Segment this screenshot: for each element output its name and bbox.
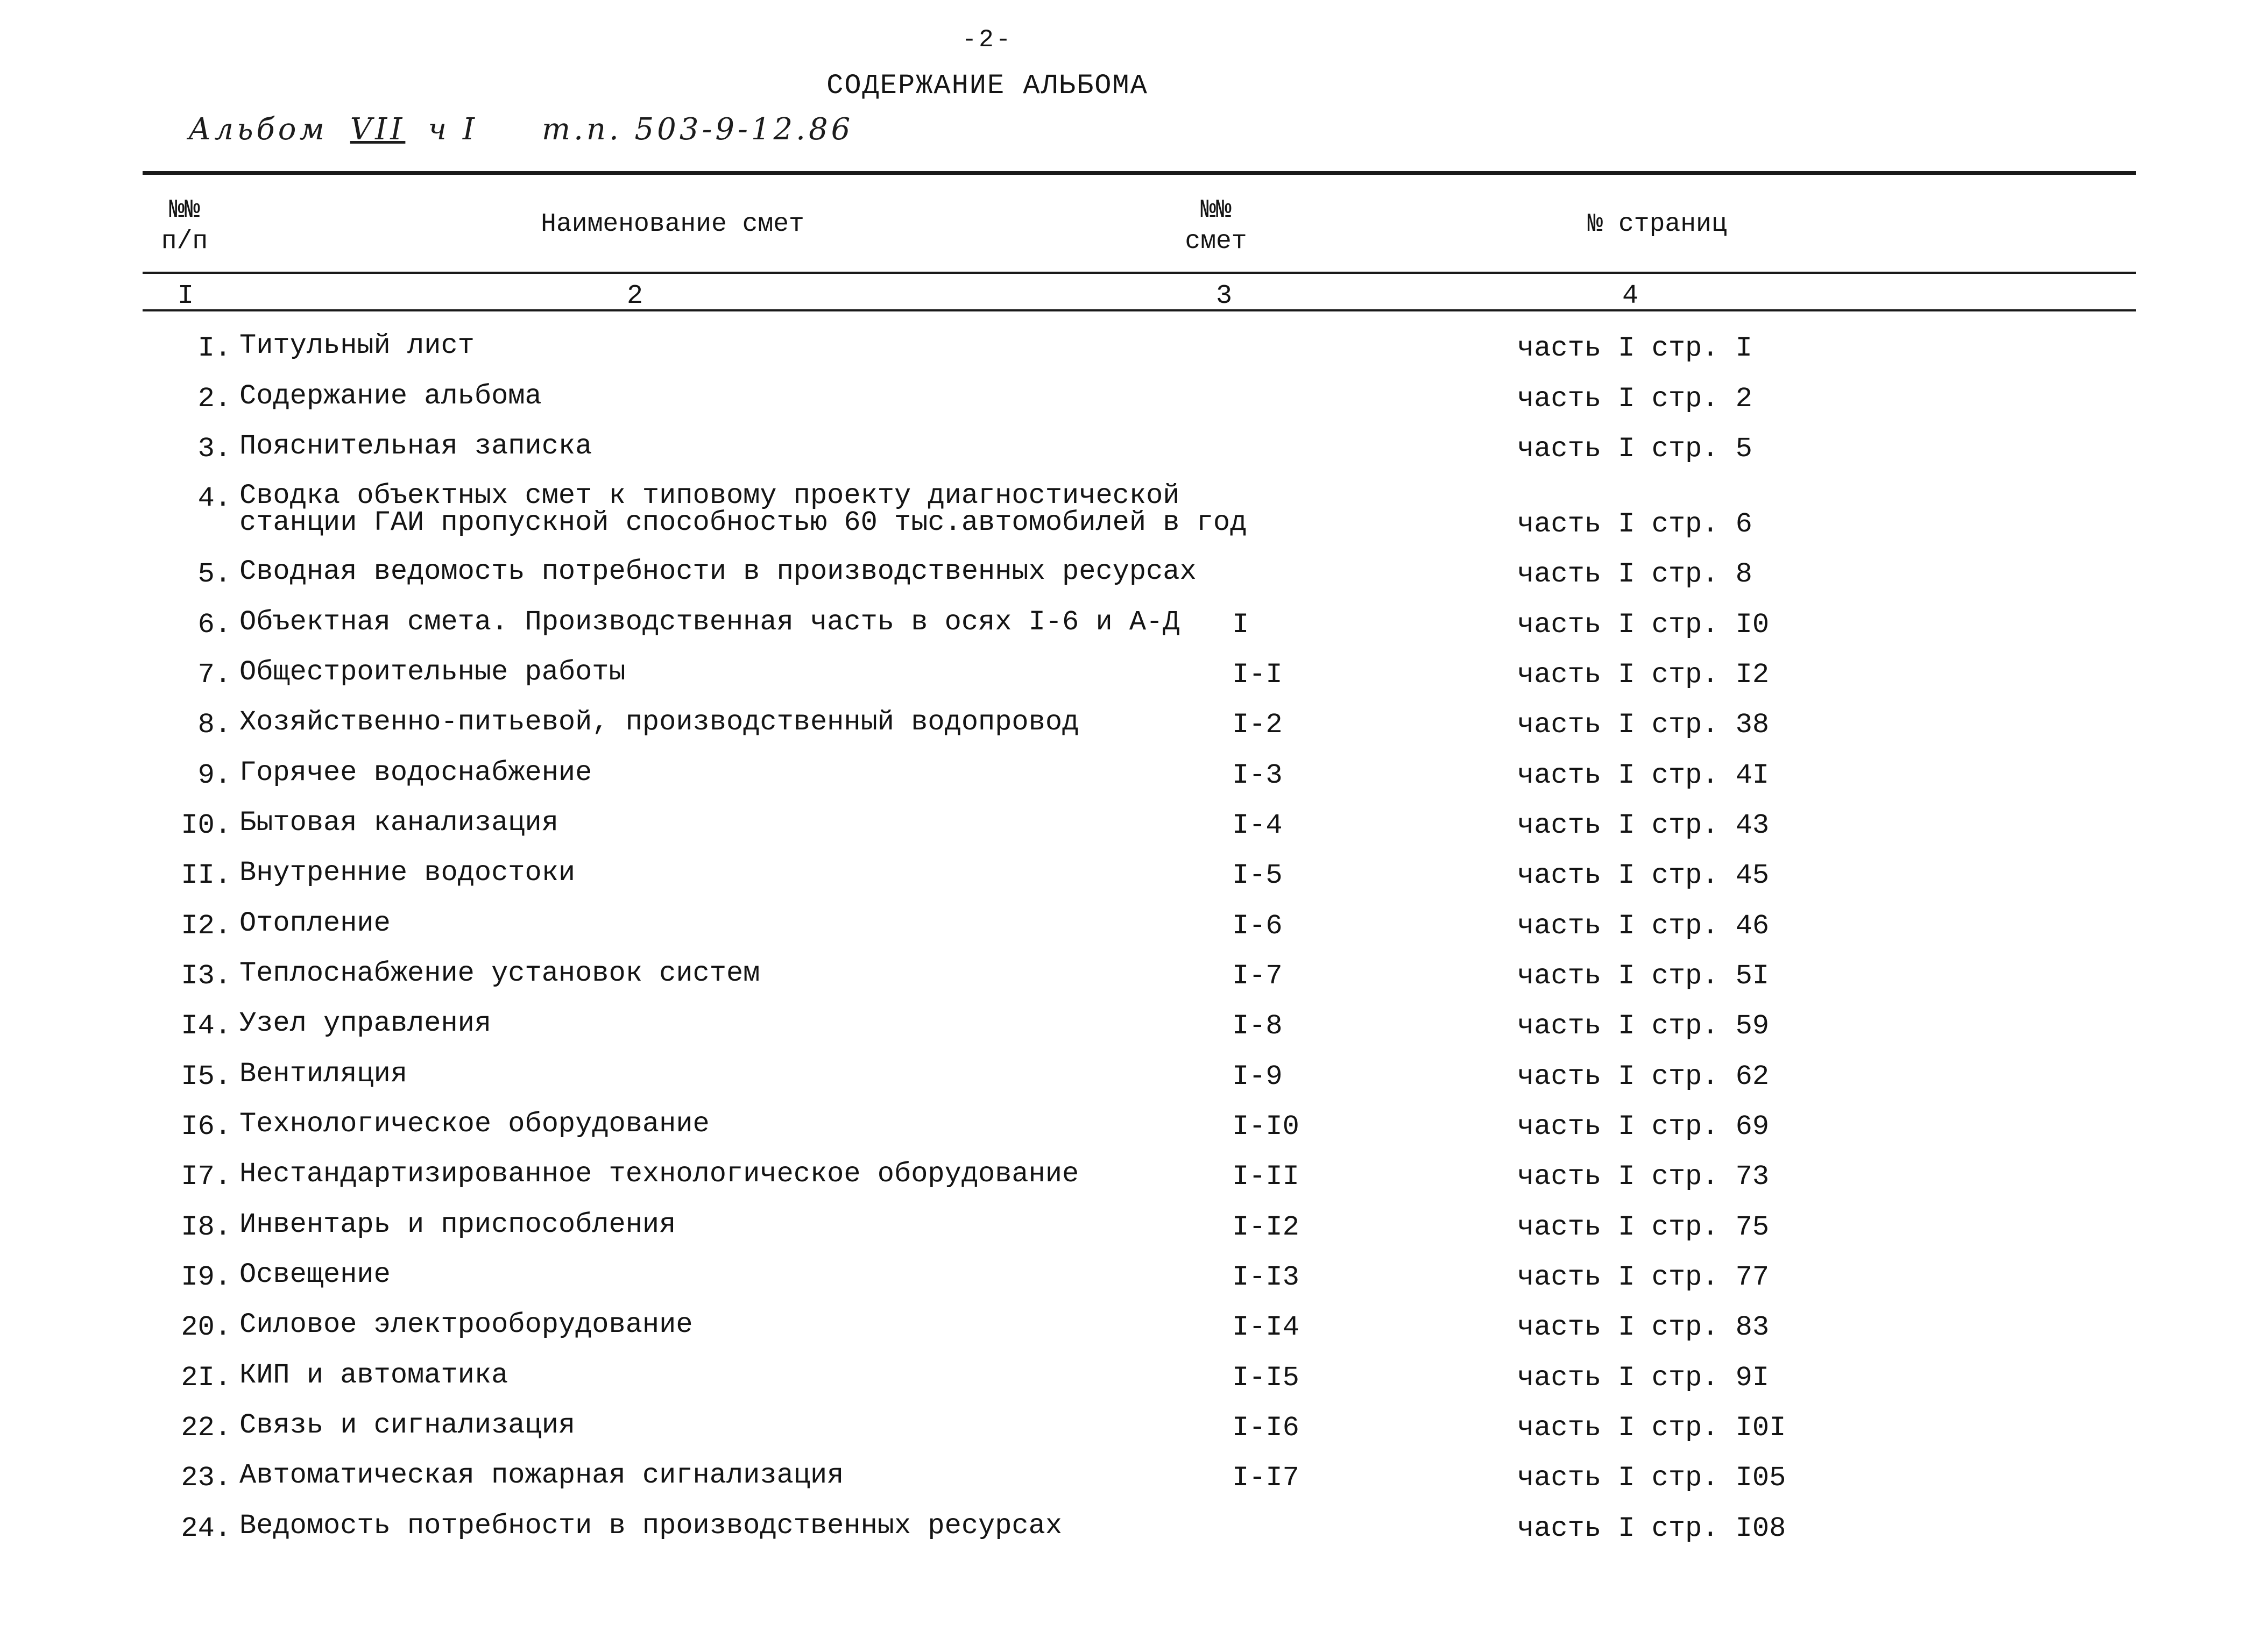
- album-part: ч I: [428, 112, 478, 147]
- page-reference: часть I стр. 45: [1517, 860, 1770, 891]
- table-top-rule: [143, 171, 2136, 175]
- estimate-name-line1: Сводка объектных смет к типовому проекту диагностической: [239, 480, 1180, 512]
- table-row: [0, 1459, 2256, 1505]
- page-reference: часть I стр. 73: [1517, 1161, 1770, 1193]
- row-number: I6.: [181, 1111, 231, 1143]
- estimate-name-line2: станции ГАИ пропускной способностью 60 тыс.автомобилей в год: [239, 507, 1247, 538]
- estimate-name: [239, 480, 1262, 538]
- header-estimate-name: Наименование смет: [541, 210, 804, 239]
- row-number: 8.: [197, 709, 231, 741]
- album-reference-handwritten: [188, 112, 853, 147]
- estimate-number: I-8: [1232, 1010, 1283, 1042]
- page-reference: часть I стр. 8: [1517, 558, 1752, 590]
- estimate-name: КИП и автоматика: [239, 1359, 508, 1391]
- estimate-number: I-I4: [1232, 1311, 1299, 1343]
- estimate-name: Хозяйственно-питьевой, производственный водопровод: [239, 706, 1079, 738]
- estimate-name: Объектная смета. Производственная часть в осях I-6 и А-Д: [239, 606, 1180, 638]
- page-reference: часть I стр. 62: [1517, 1061, 1770, 1093]
- estimate-name: Технологическое оборудование: [239, 1108, 710, 1140]
- header-estimate-number-line1: №№: [1200, 196, 1232, 225]
- row-number: 2I.: [181, 1362, 231, 1394]
- page-reference: часть I стр. 83: [1517, 1311, 1770, 1343]
- estimate-name: Содержание альбома: [239, 380, 542, 412]
- column-number-3: 3: [1215, 281, 1232, 311]
- page-reference: часть I стр. 69: [1517, 1111, 1770, 1143]
- table-row: [0, 656, 2256, 702]
- row-number: I5.: [181, 1061, 231, 1093]
- row-number: II.: [181, 860, 231, 891]
- estimate-name: Общестроительные работы: [239, 656, 626, 688]
- row-number: I7.: [181, 1161, 231, 1193]
- page-reference: часть I стр. 9I: [1517, 1362, 1770, 1394]
- row-number: I.: [197, 332, 231, 364]
- page-reference: часть I стр. 5: [1517, 433, 1752, 465]
- page-reference: часть I стр. 75: [1517, 1211, 1770, 1243]
- estimate-number: I: [1232, 609, 1249, 641]
- header-divider-rule: [143, 272, 2136, 274]
- estimate-name: Нестандартизированное технологическое оборудование: [239, 1158, 1079, 1190]
- header-estimate-number: [1157, 195, 1275, 257]
- table-row: [0, 332, 2256, 375]
- estimate-number: I-4: [1232, 810, 1283, 841]
- row-number: 4.: [197, 483, 231, 514]
- estimate-number: I-II: [1232, 1161, 1299, 1193]
- header-page-numbers: № страниц: [1587, 210, 1727, 239]
- table-row: [0, 1010, 2256, 1053]
- estimate-number: I-I3: [1232, 1261, 1299, 1293]
- page-reference: часть I стр. 59: [1517, 1010, 1770, 1042]
- estimate-number: I-6: [1232, 910, 1283, 942]
- estimate-name: Пояснительная записка: [239, 430, 592, 462]
- page-reference: часть I стр. 38: [1517, 709, 1770, 741]
- row-number: I3.: [181, 960, 231, 992]
- table-row: [0, 1510, 2256, 1556]
- estimate-number: I-I7: [1232, 1462, 1299, 1494]
- estimate-name: Силовое электрооборудование: [239, 1309, 693, 1341]
- row-number: 23.: [181, 1462, 231, 1494]
- estimate-number: I-I0: [1232, 1111, 1299, 1143]
- column-number-4: 4: [1622, 281, 1638, 311]
- row-number: 24.: [181, 1513, 231, 1544]
- table-row: [0, 558, 2256, 601]
- page-reference: часть I стр. 6: [1517, 508, 1752, 540]
- album-prefix: Альбом: [188, 112, 328, 147]
- row-number: I8.: [181, 1211, 231, 1243]
- estimate-number: I-3: [1232, 760, 1283, 791]
- estimate-name: Отопление: [239, 907, 391, 939]
- table-row: [0, 1058, 2256, 1104]
- page-reference: часть I стр. I05: [1517, 1462, 1786, 1494]
- table-row: [0, 1261, 2256, 1304]
- row-number: 7.: [197, 659, 231, 691]
- estimate-name: Горячее водоснабжение: [239, 757, 592, 789]
- estimate-number: I-7: [1232, 960, 1283, 992]
- row-number: 20.: [181, 1311, 231, 1343]
- row-number: I0.: [181, 810, 231, 841]
- row-number: I4.: [181, 1010, 231, 1042]
- row-number: 22.: [181, 1412, 231, 1444]
- page-reference: часть I стр. 2: [1517, 383, 1752, 415]
- estimate-name: Вентиляция: [239, 1058, 408, 1090]
- page-reference: часть I стр. 43: [1517, 810, 1770, 841]
- page-reference: часть I стр. I0I: [1517, 1412, 1786, 1444]
- page-reference: часть I стр. 5I: [1517, 960, 1770, 992]
- estimate-name: Узел управления: [239, 1008, 492, 1039]
- estimate-number: I-I: [1232, 659, 1283, 691]
- estimate-name: Титульный лист: [239, 330, 475, 361]
- document-title: СОДЕРЖАНИЕ АЛЬБОМА: [826, 70, 1148, 102]
- estimate-name: Освещение: [239, 1259, 391, 1291]
- page-reference: часть I стр. I0: [1517, 609, 1770, 641]
- row-number: 6.: [197, 609, 231, 641]
- column-number-2: 2: [626, 281, 643, 311]
- album-volume: VII: [350, 112, 406, 147]
- table-row: [0, 1108, 2256, 1154]
- column-number-rule: [143, 309, 2136, 311]
- row-number: 9.: [197, 760, 231, 791]
- table-row: [0, 757, 2256, 803]
- estimate-name: Связь и сигнализация: [239, 1409, 576, 1441]
- table-row: [0, 706, 2256, 752]
- table-row: [0, 606, 2256, 652]
- row-number: 2.: [197, 383, 231, 415]
- header-row-number-line1: №№: [169, 196, 200, 225]
- page-reference: часть I стр. I: [1517, 332, 1752, 364]
- table-row: [0, 380, 2256, 426]
- table-row: [0, 857, 2256, 903]
- estimate-number: I-I2: [1232, 1211, 1299, 1243]
- page-number: -2-: [961, 26, 1013, 54]
- table-row: [0, 807, 2256, 853]
- estimate-name: Бытовая канализация: [239, 807, 558, 839]
- table-row: [0, 1359, 2256, 1405]
- row-number: 5.: [197, 558, 231, 590]
- row-number: 3.: [197, 433, 231, 465]
- header-estimate-number-line2: смет: [1185, 227, 1247, 256]
- table-row: [0, 1211, 2256, 1254]
- page-reference: часть I стр. 4I: [1517, 760, 1770, 791]
- row-number: I9.: [181, 1261, 231, 1293]
- estimate-number: I-I6: [1232, 1412, 1299, 1444]
- estimate-number: I-2: [1232, 709, 1283, 741]
- table-row: [0, 480, 2256, 551]
- estimate-name: Теплоснабжение установок систем: [239, 958, 760, 989]
- estimate-name: Инвентарь и приспособления: [239, 1209, 676, 1240]
- table-row: [0, 1158, 2256, 1204]
- table-row: [0, 1409, 2256, 1455]
- table-row: [0, 430, 2256, 476]
- column-number-1: I: [177, 281, 194, 311]
- estimate-number: I-I5: [1232, 1362, 1299, 1394]
- estimate-number: I-5: [1232, 860, 1283, 891]
- page-reference: часть I стр. 46: [1517, 910, 1770, 942]
- header-row-number: [155, 195, 214, 257]
- estimate-name: Сводная ведомость потребности в производственных ресурсах: [239, 556, 1197, 587]
- table-row: [0, 1311, 2256, 1355]
- album-project-code: т.п. 503-9-12.86: [541, 112, 854, 147]
- estimate-name: Ведомость потребности в производственных ресурсах: [239, 1510, 1063, 1542]
- table-row: [0, 960, 2256, 1003]
- table-row: [0, 907, 2256, 953]
- estimate-name: Внутренние водостоки: [239, 857, 576, 889]
- page-reference: часть I стр. I08: [1517, 1513, 1786, 1544]
- estimate-name: Автоматическая пожарная сигнализация: [239, 1459, 844, 1491]
- page-reference: часть I стр. I2: [1517, 659, 1770, 691]
- page-reference: часть I стр. 77: [1517, 1261, 1770, 1293]
- header-row-number-line2: п/п: [161, 227, 208, 256]
- row-number: I2.: [181, 910, 231, 942]
- estimate-number: I-9: [1232, 1061, 1283, 1093]
